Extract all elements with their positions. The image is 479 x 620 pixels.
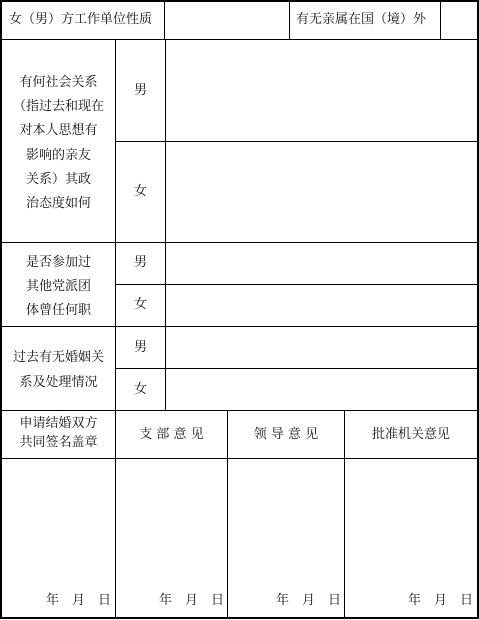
branch-opinion-header: 支 部 意 见	[139, 427, 204, 442]
social-male-field[interactable]	[167, 41, 476, 140]
divider-row1-c	[440, 0, 441, 40]
party-label-line-1: 是否参加过	[25, 255, 91, 270]
social-label-line-1: 有何社会关系	[19, 75, 98, 90]
party-label-line-2: 其他党派团	[25, 279, 91, 294]
party-female-label: 女	[133, 297, 147, 312]
branch-opinion-field[interactable]	[117, 460, 226, 585]
social-female-label: 女	[133, 184, 147, 199]
party-male-field[interactable]	[167, 244, 476, 283]
marriage-label-line-1: 过去有无婚姻关	[12, 350, 104, 365]
applicants-date: 年 月 日	[46, 593, 112, 608]
marriage-label-line-2: 系及处理情况	[19, 375, 98, 390]
party-female-field[interactable]	[167, 286, 476, 325]
marriage-female-label: 女	[133, 382, 147, 397]
border-top	[0, 0, 479, 2]
applicants-label-line-1: 申请结婚双方	[19, 416, 98, 431]
divider-row1-b	[289, 0, 290, 40]
marriage-female-field[interactable]	[167, 370, 476, 409]
divider-social-mid	[115, 141, 479, 142]
approval-date: 年 月 日	[408, 593, 474, 608]
social-label-line-5: 关系）其政	[25, 172, 91, 187]
work-unit-label: 女（男）方工作单位性质	[9, 12, 153, 27]
branch-date: 年 月 日	[159, 593, 225, 608]
work-unit-value[interactable]	[166, 3, 288, 37]
divider-sign-header	[0, 458, 479, 459]
leader-opinion-field[interactable]	[229, 460, 343, 585]
divider-marriage	[0, 410, 479, 411]
party-label-line-3: 体曾任何职	[25, 303, 91, 318]
marriage-male-label: 男	[133, 340, 147, 355]
social-male-label: 男	[133, 83, 147, 98]
social-label-line-6: 治态度如何	[25, 196, 91, 211]
divider-party	[0, 326, 479, 327]
social-label-line-3: 对本人思想有	[19, 123, 98, 138]
approval-opinion-header: 批准机关意见	[371, 427, 450, 442]
overseas-relatives-label: 有无亲属在国（境）外	[296, 12, 427, 27]
divider-gender-value	[165, 39, 166, 411]
approval-opinion-field[interactable]	[346, 460, 476, 585]
divider-party-mid	[115, 284, 479, 285]
divider-row1-a	[164, 0, 165, 40]
overseas-relatives-value[interactable]	[442, 3, 476, 37]
leader-opinion-header: 领 导 意 见	[253, 427, 319, 442]
applicants-signature-field[interactable]	[3, 460, 114, 585]
social-label-line-4: 影响的亲友	[25, 148, 91, 163]
marriage-male-field[interactable]	[167, 328, 476, 367]
leader-date: 年 月 日	[276, 593, 342, 608]
divider-social	[0, 242, 479, 243]
party-male-label: 男	[133, 255, 147, 270]
divider-marriage-mid	[115, 368, 479, 369]
social-female-field[interactable]	[167, 143, 476, 241]
border-bottom	[0, 617, 479, 619]
social-label-line-2: （指过去和现在	[12, 99, 104, 114]
divider-row1	[0, 39, 479, 40]
applicants-label-line-2: 共同签名盖章	[19, 435, 98, 450]
